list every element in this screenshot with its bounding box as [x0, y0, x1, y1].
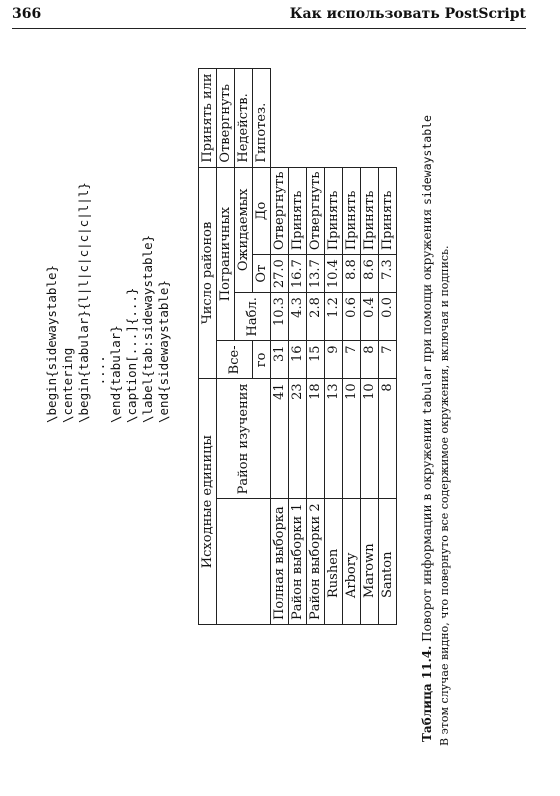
row-from: 10.3	[271, 293, 289, 341]
caption-code: tabular	[420, 366, 434, 415]
header-source-units: Исходные единицы	[199, 379, 217, 625]
row-observed: 16	[289, 341, 307, 379]
header-valid: Недейств.	[235, 69, 253, 167]
row-observed: 31	[271, 341, 289, 379]
row-to: 8.8	[343, 255, 361, 293]
row-region: Полная выборка	[271, 499, 289, 625]
table-row	[325, 69, 343, 625]
row-observed: 8	[361, 341, 379, 379]
header-hypothesis: Гипотез.	[253, 69, 271, 167]
header-reject: Отвергнуть	[217, 69, 235, 167]
row-region: Район выборки 1	[289, 499, 307, 625]
header-accept: Принять или	[199, 69, 217, 167]
code-line: \end{tabular}	[108, 325, 123, 423]
row-from: 4.3	[289, 293, 307, 341]
row-decision: Отвергнуть	[271, 167, 289, 255]
caption-text: Поворот информации в окружении	[420, 414, 434, 646]
code-line: \centering	[60, 347, 75, 423]
code-line: \end{sidewaystable}	[156, 280, 171, 423]
row-to: 10.4	[325, 255, 343, 293]
row-from: 0.0	[379, 293, 397, 341]
row-total: 23	[289, 379, 307, 499]
page-number: 366	[12, 6, 42, 22]
row-observed: 15	[307, 341, 325, 379]
row-total: 8	[379, 379, 397, 499]
row-decision: Принять	[343, 167, 361, 255]
caption-code: sidewaystable	[420, 115, 434, 206]
table-row	[307, 69, 325, 625]
row-from: 0.6	[343, 293, 361, 341]
code-line: \caption[...]{...}	[124, 287, 139, 423]
table-row	[289, 69, 307, 625]
row-observed: 9	[325, 341, 343, 379]
header-region: Район изучения	[217, 379, 271, 499]
header-observed: Набл.	[235, 293, 271, 341]
row-header-spacer	[217, 499, 271, 625]
page-header	[12, 6, 526, 26]
header-border: Пограничных	[217, 167, 235, 341]
row-from: 1.2	[325, 293, 343, 341]
row-decision: Отвергнуть	[307, 167, 325, 255]
table-row	[361, 69, 379, 625]
row-total: 13	[325, 379, 343, 499]
row-region: Marown	[361, 499, 379, 625]
row-to: 27.0	[271, 255, 289, 293]
row-total: 41	[271, 379, 289, 499]
row-region: Район выборки 2	[307, 499, 325, 625]
sideways-table-container	[198, 68, 397, 625]
row-total: 18	[307, 379, 325, 499]
row-total: 10	[343, 379, 361, 499]
row-from: 0.4	[361, 293, 379, 341]
caption-text: при помощи окружения	[420, 205, 434, 367]
header-to: До	[253, 167, 271, 255]
table-row	[379, 69, 397, 625]
row-region: Rushen	[325, 499, 343, 625]
sideways-table	[198, 68, 397, 625]
row-decision: Принять	[325, 167, 343, 255]
header-expected: Ожидаемых	[235, 167, 253, 293]
row-decision: Принять	[289, 167, 307, 255]
header-vse: Все-	[217, 341, 253, 379]
running-title: Как использовать PostScript	[289, 6, 526, 22]
row-observed: 7	[343, 341, 361, 379]
code-line: ....	[92, 355, 107, 423]
row-observed: 7	[379, 341, 397, 379]
header-from: От	[253, 255, 271, 293]
row-to: 13.7	[307, 255, 325, 293]
table-row	[271, 69, 289, 625]
code-line: \begin{sidewaystable}	[44, 264, 59, 423]
row-to: 7.3	[379, 255, 397, 293]
header-count-districts: Число районов	[199, 167, 217, 379]
row-decision: Принять	[379, 167, 397, 255]
row-region: Santon	[379, 499, 397, 625]
row-to: 8.6	[361, 255, 379, 293]
caption-note: В этом случае видно, что повернуто все содержимое окружения, включая и подпись.	[438, 245, 451, 746]
code-line: \begin{tabular}{l|l|c|c|c|c|l|l}	[76, 182, 91, 423]
row-decision: Принять	[361, 167, 379, 255]
row-region: Arbory	[343, 499, 361, 625]
table-row	[343, 69, 361, 625]
code-line: \label{tab:sidewaystable}	[140, 234, 155, 423]
table-caption	[420, 115, 434, 742]
row-to: 16.7	[289, 255, 307, 293]
header-rule	[12, 28, 526, 29]
caption-label: Таблица 11.4.	[420, 645, 434, 742]
row-total: 10	[361, 379, 379, 499]
table-body	[271, 69, 397, 625]
row-from: 2.8	[307, 293, 325, 341]
header-go: го	[253, 341, 271, 379]
